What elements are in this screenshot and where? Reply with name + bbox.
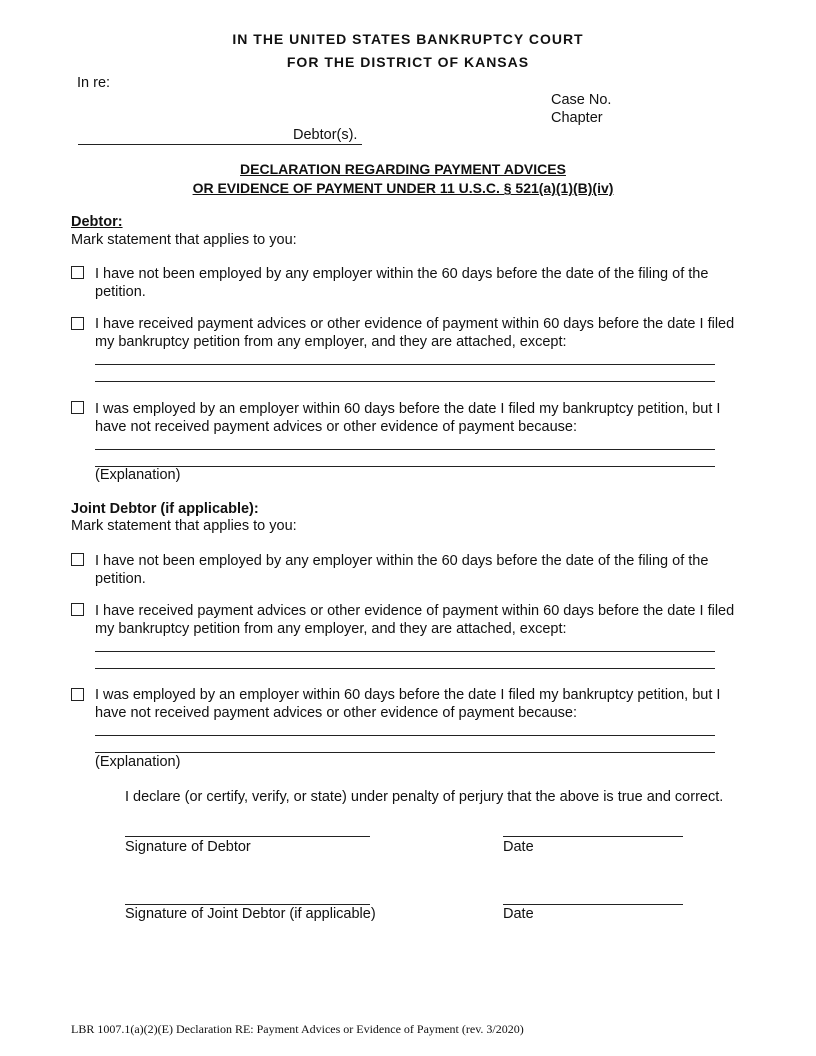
debtor-instruction: Mark statement that applies to you: — [71, 232, 297, 248]
debtor-signature-label: Signature of Debtor — [125, 839, 251, 855]
joint-explanation-line-1[interactable] — [95, 735, 715, 736]
debtor-except-line-2[interactable] — [95, 381, 715, 382]
debtor-explanation-line-1[interactable] — [95, 449, 715, 450]
in-re-label: In re: — [77, 75, 111, 91]
court-name: IN THE UNITED STATES BANKRUPTCY COURT — [232, 31, 584, 47]
joint-received-advices-statement: I have received payment advices or other evidence of payment within 60 days before the date I filed my bankruptcy petition from any employer, and they are attached, except: — [95, 603, 735, 637]
joint-except-line-2[interactable] — [95, 668, 715, 669]
debtor-signature-line[interactable] — [125, 836, 370, 837]
declaration-title-line2: OR EVIDENCE OF PAYMENT UNDER 11 U.S.C. § 521(a)(1)(B)(iv) — [192, 180, 614, 196]
debtor-explanation-label: (Explanation) — [95, 467, 181, 483]
joint-debtor-instruction: Mark statement that applies to you: — [71, 518, 297, 534]
debtor-no-advices-statement: I was employed by an employer within 60 days before the date I filed my bankruptcy petition, but I have not received payment advices or other evidence of payment because: — [95, 401, 721, 435]
debtor-heading: Debtor: — [71, 214, 123, 230]
joint-no-advices-statement: I was employed by an employer within 60 days before the date I filed my bankruptcy petition, but I have not received payment advices or other evidence of payment because: — [95, 687, 721, 721]
joint-date-label: Date — [503, 906, 534, 922]
form-footer: LBR 1007.1(a)(2)(E) Declaration RE: Payment Advices or Evidence of Payment (rev. 3/2020) — [71, 1022, 524, 1036]
joint-not-employed-statement: I have not been employed by any employer within the 60 days before the date of the filing of the petition. — [95, 553, 709, 587]
perjury-declaration: I declare (or certify, verify, or state) under penalty of perjury that the above is true and correct. — [125, 789, 724, 805]
debtor-not-employed-checkbox[interactable] — [71, 266, 84, 279]
debtor-received-advices-checkbox[interactable] — [71, 317, 84, 330]
joint-explanation-label: (Explanation) — [95, 754, 181, 770]
chapter-label: Chapter — [551, 110, 603, 126]
debtor-not-employed-statement: I have not been employed by any employer within the 60 days before the date of the filing of the petition. — [95, 266, 709, 300]
joint-received-advices-checkbox[interactable] — [71, 603, 84, 616]
debtor-no-advices-checkbox[interactable] — [71, 401, 84, 414]
debtor-explanation-line-2[interactable] — [95, 466, 715, 467]
debtor-date-label: Date — [503, 839, 534, 855]
joint-date-line[interactable] — [503, 904, 683, 905]
joint-no-advices-checkbox[interactable] — [71, 688, 84, 701]
joint-debtor-heading: Joint Debtor (if applicable): — [71, 501, 259, 517]
declaration-title-line1: DECLARATION REGARDING PAYMENT ADVICES — [240, 161, 566, 177]
debtors-label: Debtor(s). — [293, 127, 358, 143]
joint-not-employed-checkbox[interactable] — [71, 553, 84, 566]
case-no-label: Case No. — [551, 92, 612, 108]
joint-signature-line[interactable] — [125, 904, 370, 905]
court-district: FOR THE DISTRICT OF KANSAS — [286, 54, 530, 70]
debtor-except-line-1[interactable] — [95, 364, 715, 365]
joint-signature-label: Signature of Joint Debtor (if applicable) — [125, 906, 376, 922]
debtor-received-advices-statement: I have received payment advices or other evidence of payment within 60 days before the date I filed my bankruptcy petition from any employer, and they are attached, except: — [95, 316, 735, 350]
debtor-date-line[interactable] — [503, 836, 683, 837]
joint-explanation-line-2[interactable] — [95, 752, 715, 753]
joint-except-line-1[interactable] — [95, 651, 715, 652]
